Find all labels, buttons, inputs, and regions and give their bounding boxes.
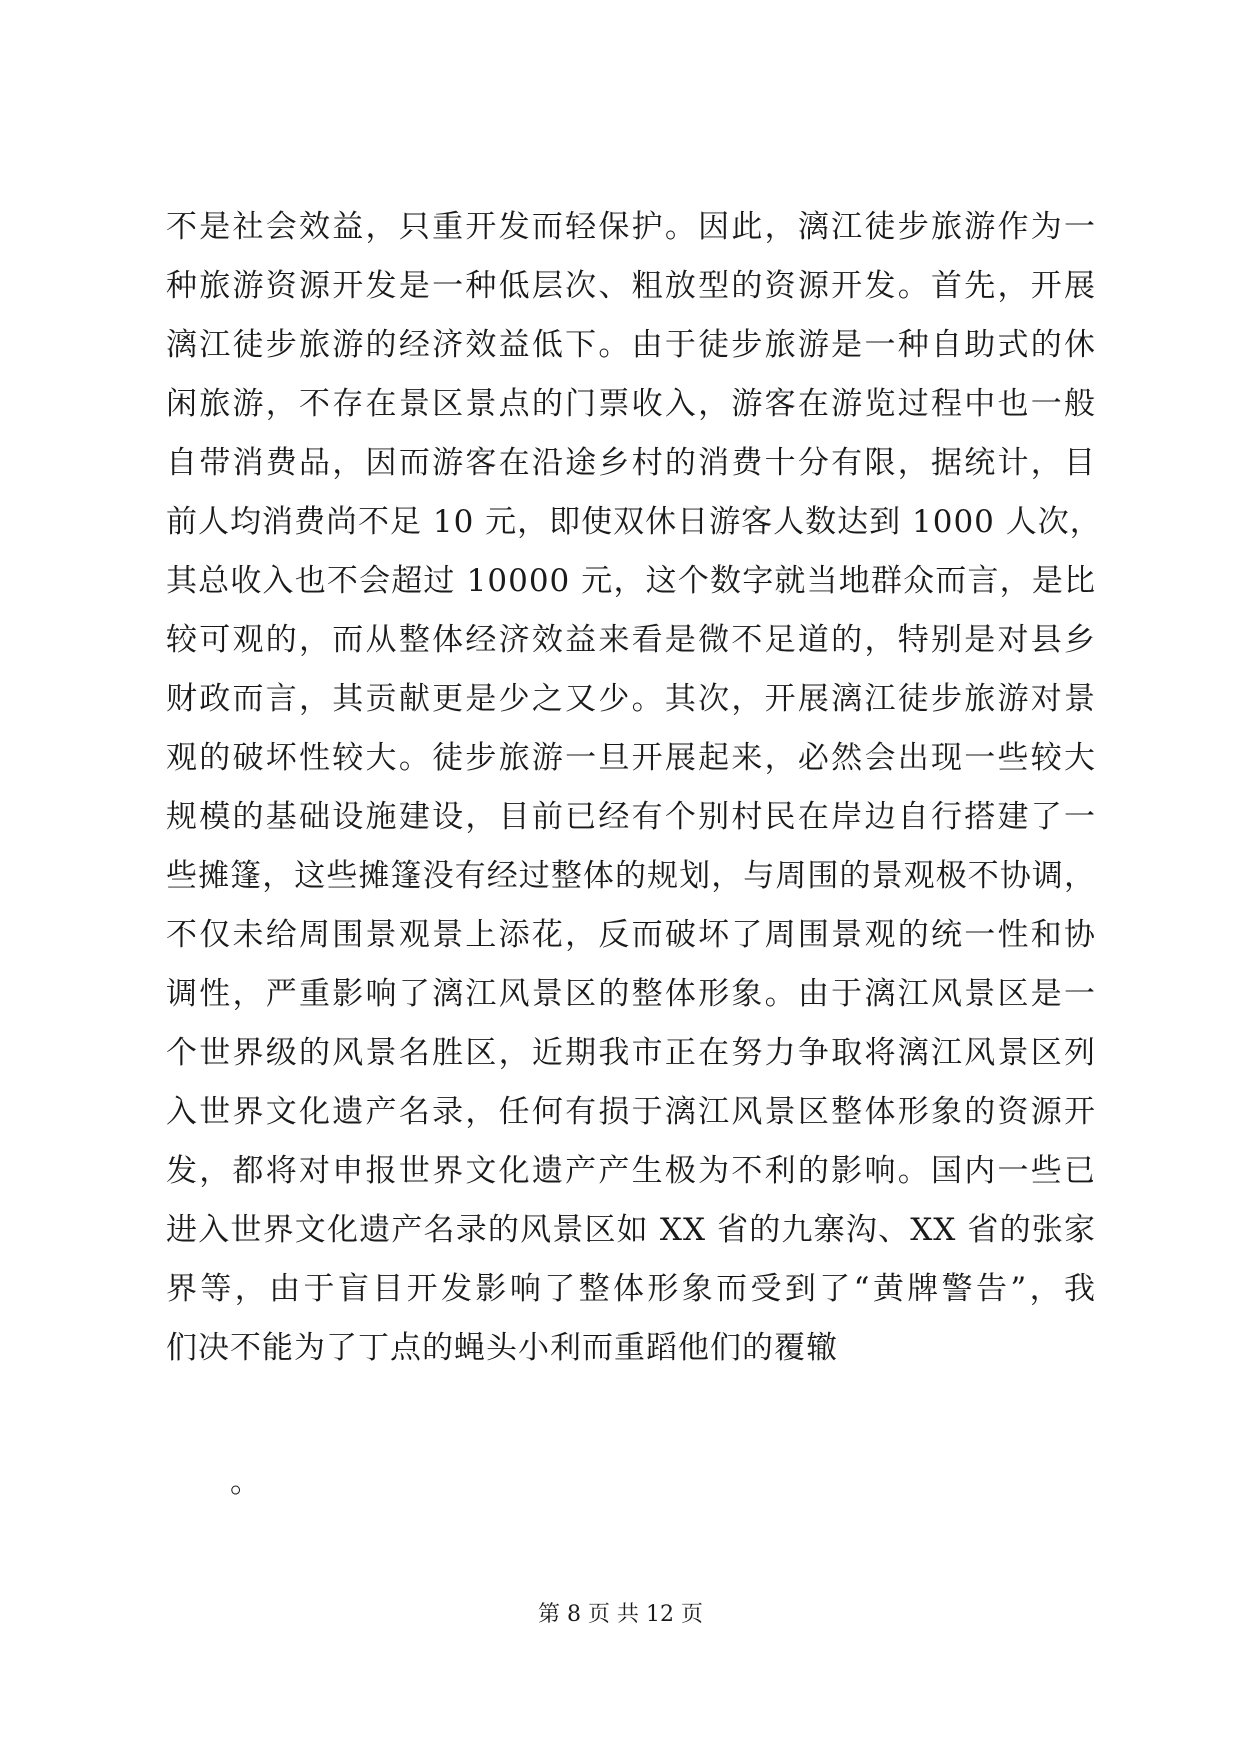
- text-line: 观的破坏性较大。徒步旅游一旦开展起来，必然会出现一些较大: [166, 740, 1096, 776]
- text-line: 自带消费品，因而游客在沿途乡村的消费十分有限，据统计，目: [166, 445, 1096, 481]
- text-line: 不仅未给周围景观景上添花，反而破坏了周围景观的统一性和协: [166, 917, 1096, 953]
- body-paragraph: [166, 198, 1102, 1378]
- text-line: 较可观的，而从整体经济效益来看是微不足道的，特别是对县乡: [166, 622, 1096, 658]
- text-line: 规模的基础设施建设，目前已经有个别村民在岸边自行搭建了一: [166, 799, 1096, 835]
- text-line: 界等，由于盲目开发影响了整体形象而受到了“黄牌警告”，我: [166, 1271, 1096, 1307]
- page-footer: 第 8 页 共 12 页: [538, 1602, 703, 1627]
- text-line: 发，都将对申报世界文化遗产产生极为不利的影响。国内一些已: [166, 1153, 1096, 1189]
- text-line: 个世界级的风景名胜区，近期我市正在努力争取将漓江风景区列: [166, 1035, 1096, 1071]
- text-line: 其总收入也不会超过 10000 元，这个数字就当地群众而言，是比: [166, 563, 1096, 599]
- text-line: 进入世界文化遗产名录的风景区如 XX 省的九寨沟、XX 省的张家: [166, 1212, 1096, 1248]
- trailing-period: 。: [230, 1464, 261, 1500]
- text-line: 财政而言，其贡献更是少之又少。其次，开展漓江徒步旅游对景: [166, 681, 1096, 717]
- text-line: 调性，严重影响了漓江风景区的整体形象。由于漓江风景区是一: [166, 976, 1096, 1012]
- text-line: 漓江徒步旅游的经济效益低下。由于徒步旅游是一种自助式的休: [166, 327, 1096, 363]
- text-line: 不是社会效益，只重开发而轻保护。因此，漓江徒步旅游作为一: [166, 209, 1096, 245]
- text-line: 种旅游资源开发是一种低层次、粗放型的资源开发。首先，开展: [166, 268, 1096, 304]
- text-line: 前人均消费尚不足 10 元，即使双休日游客人数达到 1000 人次，: [166, 504, 1102, 540]
- text-line: 闲旅游，不存在景区景点的门票收入，游客在游览过程中也一般: [166, 386, 1096, 422]
- text-line: 入世界文化遗产名录，任何有损于漓江风景区整体形象的资源开: [166, 1094, 1096, 1130]
- text-line-last: 们决不能为了丁点的蝇头小利而重蹈他们的覆辙: [166, 1330, 838, 1366]
- text-line: 些摊篷，这些摊篷没有经过整体的规划，与周围的景观极不协调，: [166, 858, 1096, 894]
